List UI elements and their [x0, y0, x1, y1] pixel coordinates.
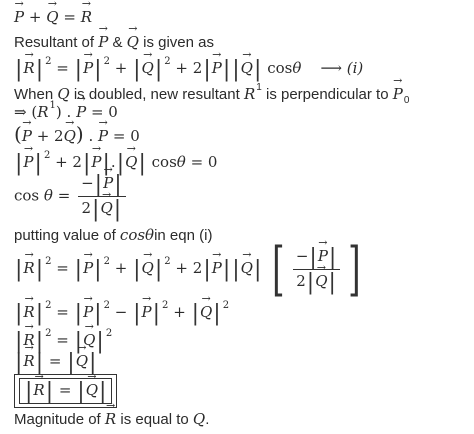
vector-q: → Q	[142, 59, 154, 77]
paren-open: (	[31, 103, 38, 121]
vector-p: → P	[91, 153, 101, 171]
exponent: 2	[103, 256, 110, 267]
vector-p: → P	[22, 127, 32, 145]
exponent: 2	[45, 56, 52, 67]
vector-q: → Q	[46, 8, 58, 26]
vector-q: → Q	[76, 352, 88, 370]
long-arrow-icon: ⟶	[320, 59, 342, 77]
exponent: 2	[45, 300, 52, 311]
vector-q: → Q	[64, 127, 76, 145]
paren-close: )	[55, 103, 62, 121]
exponent: 2	[162, 300, 169, 311]
symbol-r: R	[37, 103, 49, 121]
vector-q: → Q	[83, 331, 95, 349]
exponent: 2	[103, 56, 110, 67]
text-part: is doubled, new resultant	[69, 86, 244, 103]
eq-substituted: |→ R| $^2$ = |→ P| $^2$ + |→ Q| $^2$ + 2|→ P||→ Q| [ $\frac{-|\to P|}{2|\to Q|}$ ]	[14, 240, 366, 298]
vector-q: → Q	[127, 33, 139, 51]
dot-operator: .	[88, 127, 94, 145]
exponent: 2	[103, 300, 110, 311]
vector-p: → P	[76, 103, 86, 121]
minus-sign: −	[295, 246, 309, 265]
text-part: is equal to	[116, 411, 193, 428]
resultant-intro-text	[14, 33, 214, 51]
exponent: 2	[45, 328, 52, 339]
exponent: 2	[45, 256, 52, 267]
minus-sign: −	[114, 303, 128, 321]
plus-sign: +	[114, 259, 128, 277]
vector-p: → P	[98, 33, 108, 51]
vector-q: → Q	[241, 59, 253, 77]
equals-sign: =	[63, 8, 76, 26]
dot-operator: .	[110, 153, 116, 171]
exponent: 2	[43, 150, 51, 161]
subscript: 0	[403, 95, 410, 106]
text-part: Resultant of	[14, 34, 99, 51]
plus-two: + 2	[175, 59, 203, 77]
vector-p: → P	[212, 259, 222, 277]
equals-sign: =	[56, 331, 69, 349]
eq-vector-sum	[14, 8, 92, 26]
vector-r: → R	[23, 331, 34, 349]
vector-p: → P	[103, 174, 113, 192]
eq-resultant-magnitude: |→ R| $^2$ = |→ P| $^2$ + |→ Q| $^2$ + 2|→ P||→ Q| cosθ ⟶ (i)	[14, 56, 363, 79]
equals-sign: =	[56, 259, 69, 277]
vector-r: → R	[81, 8, 92, 26]
numerator: −|→ P|	[78, 174, 126, 197]
symbol-q: Q	[192, 410, 206, 428]
equation-label: (i)	[346, 59, 364, 77]
theta-symbol: θ	[292, 59, 302, 77]
superscript: 1	[49, 100, 56, 111]
equals-zero: = 0	[90, 103, 118, 121]
equals-sign: =	[57, 186, 71, 205]
equals-sign: =	[56, 303, 69, 321]
plus-sign: +	[28, 8, 42, 26]
exponent: 2	[222, 300, 230, 311]
paren-close: )	[75, 122, 84, 146]
text-part: .	[205, 411, 210, 428]
exponent: 2	[164, 256, 171, 267]
bracket-open: [	[272, 235, 285, 303]
vector-p: → P	[318, 247, 328, 265]
theta-symbol: θ	[43, 186, 53, 205]
dot-operator: .	[66, 103, 72, 121]
exponent: 2	[164, 56, 171, 67]
fraction	[78, 172, 126, 222]
vector-p: → P	[23, 153, 33, 171]
minus-sign: −	[81, 174, 94, 192]
vector-q: → Q	[86, 381, 98, 399]
theta-symbol: θ	[176, 153, 186, 171]
vector-p: → P	[14, 8, 24, 26]
exponent: 2	[105, 328, 113, 339]
implies-icon: ⇒	[14, 103, 27, 121]
vector-r: → R	[23, 259, 34, 277]
vector-p: → P	[142, 303, 152, 321]
equals-sign: =	[48, 352, 62, 370]
vector-q: → Q	[315, 272, 327, 290]
eq-r-squared: |→ R| $^2$ = |→ Q| $^2$	[14, 328, 112, 351]
vector-p: → P	[83, 259, 93, 277]
symbol-q: Q	[57, 85, 70, 103]
text-part: in eqn (i)	[154, 227, 213, 244]
text-part: Magnitude of	[14, 411, 105, 428]
vector-p: → P	[83, 303, 93, 321]
equals-sign: =	[58, 381, 72, 399]
vector-r: → R	[23, 59, 34, 77]
plus-two: + 2	[175, 259, 203, 277]
symbol-r: R	[243, 85, 256, 103]
vector-q: → Q	[200, 303, 212, 321]
text-part: When	[14, 86, 58, 103]
equals-sign: =	[56, 59, 69, 77]
bracket-close: ]	[348, 235, 361, 303]
plus-two: + 2	[55, 153, 82, 171]
plus-sign: +	[173, 303, 186, 321]
vector-q: → Q	[142, 259, 154, 277]
text-part: putting value of	[14, 227, 120, 244]
inner-box: |→ R| = |→ Q|	[19, 378, 112, 404]
eq-simplified: |→ R| $^2$ = |→ P| $^2$ − |→ P| $^2$ + |→ Q| $^2$	[14, 300, 229, 323]
vector-q: → Q	[241, 259, 253, 277]
eq-expanded: |→ P| $^2$ + 2|→ P|.|→ Q| cosθ = 0	[14, 150, 217, 173]
coefficient: 2	[296, 271, 306, 290]
eq-cos-theta	[14, 172, 129, 222]
vector-r: → R	[23, 352, 34, 370]
paren-open: (	[14, 122, 22, 146]
fraction	[293, 244, 341, 295]
final-answer-box	[14, 374, 117, 408]
text-part: is perpendicular to	[261, 86, 393, 103]
plus-two: + 2	[36, 127, 64, 145]
text-part: &	[108, 34, 127, 51]
vector-r: → R	[33, 381, 44, 399]
vector-p: → P	[212, 59, 222, 77]
cos-function: cos	[267, 59, 293, 77]
equals-zero: = 0	[190, 153, 218, 171]
vector-q: → Q	[125, 153, 137, 171]
conclusion-text	[14, 410, 209, 428]
superscript: 1	[256, 82, 262, 93]
vector-p: → P	[83, 59, 93, 77]
vector-p: → P	[98, 127, 108, 145]
cos-function: cos	[14, 186, 40, 205]
vector-p: → P	[393, 85, 403, 103]
plus-sign: +	[114, 59, 128, 77]
numerator: −|→ P|	[293, 247, 341, 270]
vector-r: → R	[105, 410, 116, 428]
vector-r: → R	[23, 303, 34, 321]
denominator: 2|→ Q|	[293, 270, 341, 292]
text-part: is given as	[138, 34, 215, 51]
outer-box	[14, 374, 117, 408]
vector-q: → Q	[100, 199, 112, 217]
eq-r-magnitude: |→ R| = |→ Q|	[14, 352, 97, 372]
cos-function: cos	[151, 153, 177, 171]
denominator: 2|→ Q|	[78, 197, 126, 219]
coefficient: 2	[81, 199, 92, 217]
cos-theta-expr: cosθ	[119, 226, 155, 244]
equals-zero: = 0	[112, 127, 140, 145]
